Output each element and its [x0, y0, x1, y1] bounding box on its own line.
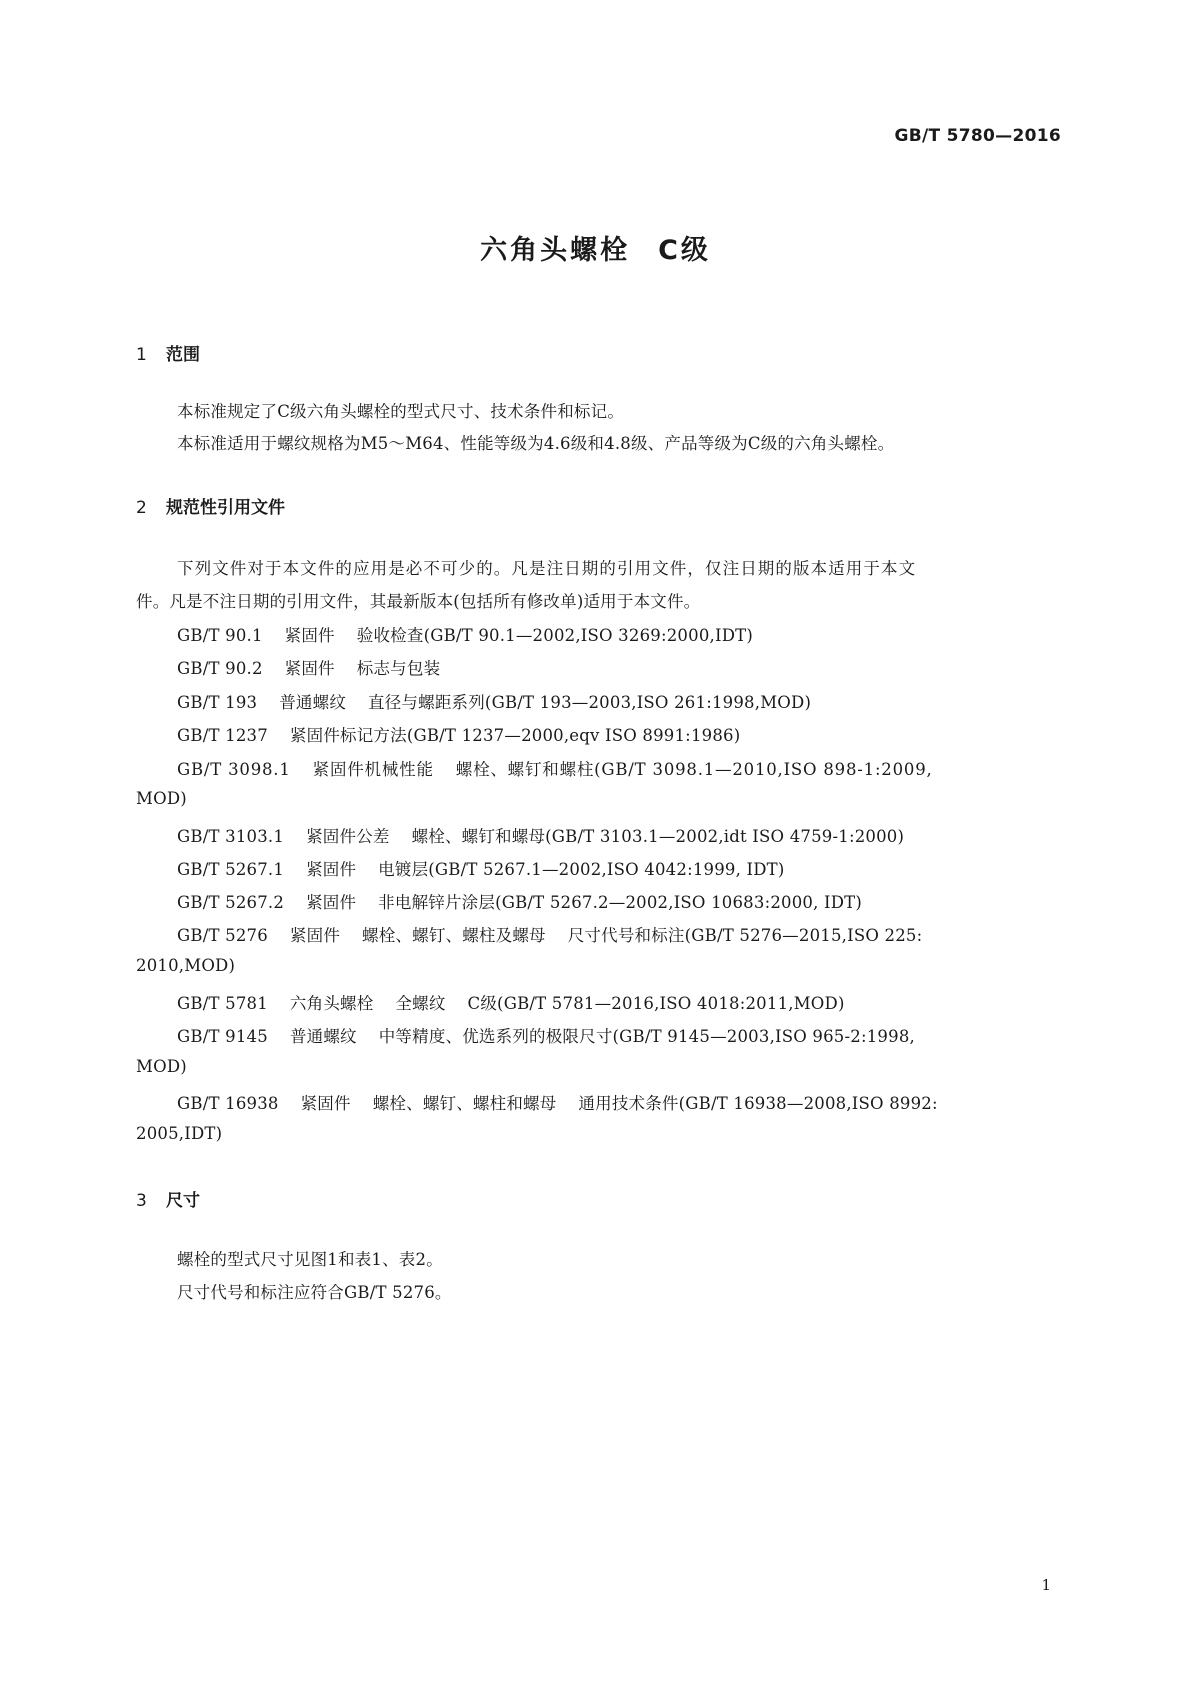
reference-item: GB/T 90.2 紧固件 标志与包装 [177, 659, 441, 678]
section-2-intro-line-2: 件。凡是不注日期的引用文件，其最新版本(包括所有修改单)适用于本文件。 [136, 592, 701, 611]
document-title [0, 228, 1191, 267]
reference-item: GB/T 3103.1 紧固件公差 螺栓、螺钉和螺母(GB/T 3103.1—2002,idt ISO 4759-1:2000) [177, 827, 905, 846]
page-number: 1 [1041, 1576, 1051, 1594]
title-main: 六角头螺栓 [480, 235, 631, 266]
reference-item-continuation: MOD) [136, 789, 187, 808]
section-1-paragraph-2: 本标准适用于螺纹规格为M5～M64、性能等级为4.6级和4.8级、产品等级为C级的六角头螺栓。 [177, 434, 895, 453]
section-1-paragraph-1: 本标准规定了C级六角头螺栓的型式尺寸、技术条件和标记。 [177, 402, 625, 421]
reference-item: GB/T 5267.1 紧固件 电镀层(GB/T 5267.1—2002,ISO 4042:1999, IDT) [177, 860, 785, 879]
reference-item: GB/T 5267.2 紧固件 非电解锌片涂层(GB/T 5267.2—2002,ISO 10683:2000, IDT) [177, 893, 863, 912]
section-3-paragraph-1: 螺栓的型式尺寸见图1和表1、表2。 [177, 1250, 443, 1269]
section-2-heading: 2 规范性引用文件 [136, 498, 285, 518]
reference-item: GB/T 5276 紧固件 螺栓、螺钉、螺柱及螺母 尺寸代号和标注(GB/T 5276—2015,ISO 225: [177, 926, 923, 945]
section-2-intro-line-1: 下列文件对于本文件的应用是必不可少的。凡是注日期的引用文件，仅注日期的版本适用于本文 [177, 559, 917, 578]
reference-item: GB/T 193 普通螺纹 直径与螺距系列(GB/T 193—2003,ISO 261:1998,MOD) [177, 693, 812, 712]
standard-code: GB/T 5780—2016 [894, 126, 1061, 146]
reference-item: GB/T 16938 紧固件 螺栓、螺钉、螺柱和螺母 通用技术条件(GB/T 16938—2008,ISO 8992: [177, 1094, 938, 1113]
reference-item: GB/T 90.1 紧固件 验收检查(GB/T 90.1—2002,ISO 3269:2000,IDT) [177, 626, 753, 645]
section-3-paragraph-2: 尺寸代号和标注应符合GB/T 5276。 [177, 1283, 452, 1302]
reference-item: GB/T 5781 六角头螺栓 全螺纹 C级(GB/T 5781—2016,ISO 4018:2011,MOD) [177, 994, 845, 1013]
reference-item-continuation: 2010,MOD) [136, 956, 236, 975]
section-1-heading: 1 范围 [136, 345, 200, 365]
title-grade: C级 [658, 235, 711, 266]
reference-item: GB/T 1237 紧固件标记方法(GB/T 1237—2000,eqv ISO 8991:1986) [177, 726, 741, 745]
reference-item: GB/T 3098.1 紧固件机械性能 螺栓、螺钉和螺柱(GB/T 3098.1—2010,ISO 898-1:2009, [177, 760, 933, 779]
reference-item-continuation: 2005,IDT) [136, 1124, 223, 1143]
reference-item-continuation: MOD) [136, 1057, 187, 1076]
reference-item: GB/T 9145 普通螺纹 中等精度、优选系列的极限尺寸(GB/T 9145—2003,ISO 965-2:1998, [177, 1027, 915, 1046]
section-3-heading: 3 尺寸 [136, 1191, 200, 1211]
